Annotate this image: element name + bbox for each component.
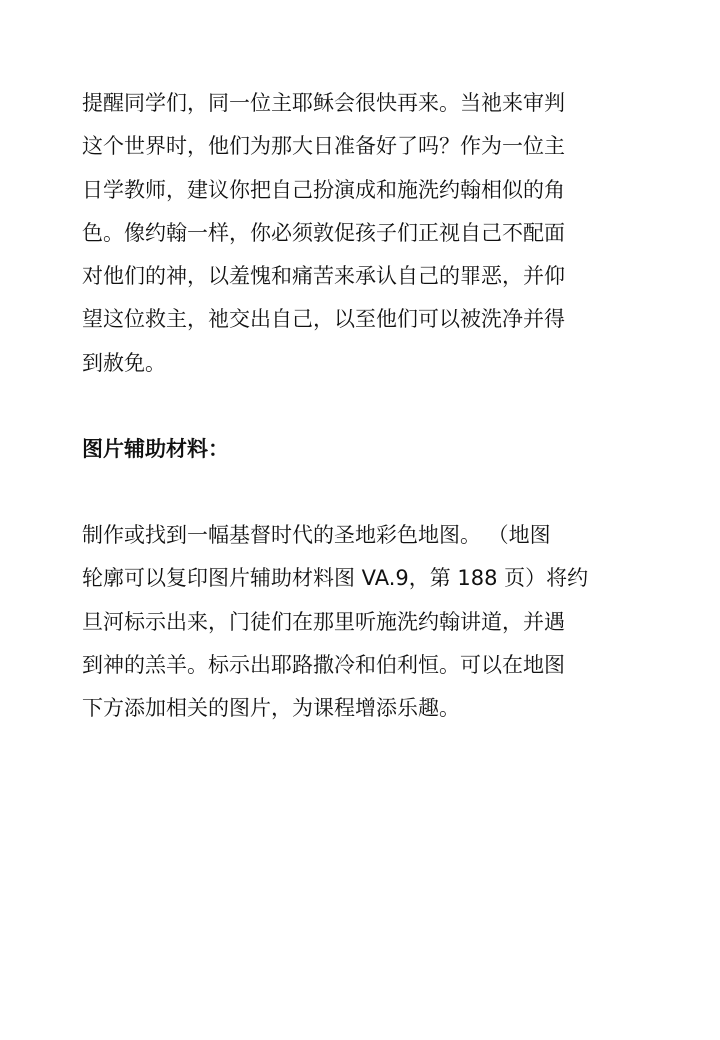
document-page: [82, 82, 638, 721]
intro-paragraph: [82, 82, 638, 385]
paragraph-line: 这个世界时，他们为那大日准备好了吗？作为一位主: [82, 134, 565, 159]
paragraph-line: 望这位救主，祂交出自己，以至他们可以被洗净并得: [82, 307, 565, 332]
paragraph-line: 到神的羔羊。标示出耶路撒冷和伯利恒。可以在地图: [82, 652, 565, 677]
section-heading: 图片辅助材料：: [82, 437, 229, 461]
paragraph-line: 制作或找到一幅基督时代的圣地彩色地图。 （地图: [82, 523, 551, 547]
paragraph-line: 下方添加相关的图片，为课程增添乐趣。: [82, 696, 460, 721]
paragraph-line: 色。像约翰一样，你必须敦促孩子们正视自己不配面: [82, 220, 565, 245]
visual-aids-paragraph: [82, 514, 588, 730]
paragraph-line: 轮廓可以复印图片辅助材料图 VA.9，第 188 页）将约: [82, 566, 589, 591]
paragraph-line: 日学教师，建议你把自己扮演成和施洗约翰相似的角: [82, 177, 565, 202]
paragraph-line: 提醒同学们，同一位主耶稣会很快再来。当祂来审判: [82, 91, 565, 115]
paragraph-line: 对他们的神，以羞愧和痛苦来承认自己的罪恶，并仰: [82, 264, 565, 289]
paragraph-line: 到赦免。: [82, 350, 166, 375]
paragraph-line: 旦河标示出来，门徒们在那里听施洗约翰讲道，并遇: [82, 609, 565, 634]
